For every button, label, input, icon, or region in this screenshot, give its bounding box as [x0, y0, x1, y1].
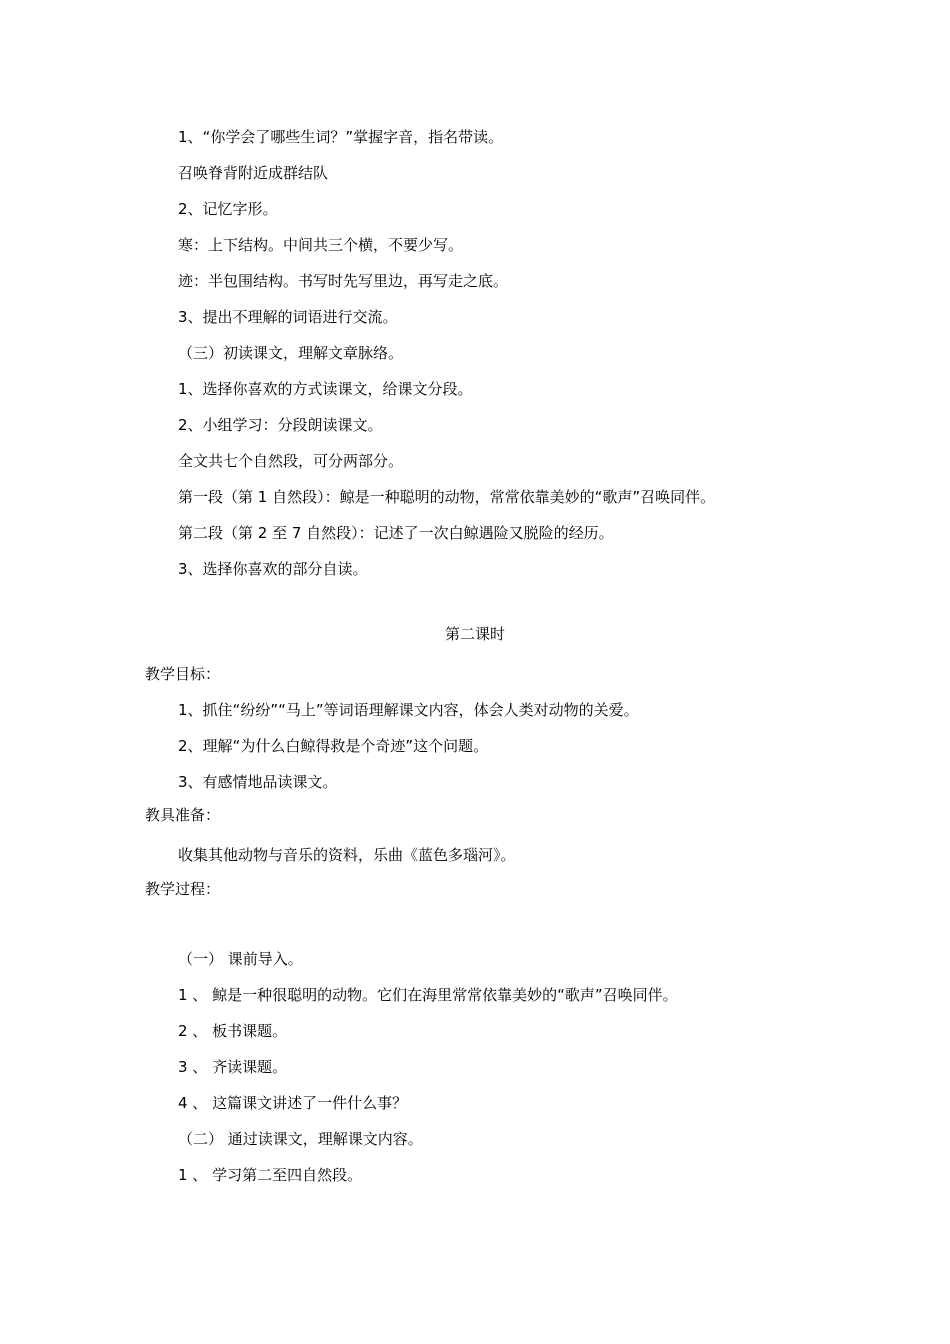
goals-heading: 教学目标： — [145, 665, 221, 683]
goal-1: 1、抓住“纷纷”“马上”等词语理解课文内容，体会人类对动物的关爱。 — [178, 701, 639, 719]
vocab-words: 召唤脊背附近成群结队 — [178, 164, 329, 182]
part-one-summary: 第一段（第 1 自然段）：鲸是一种聪明的动物，常常依靠美妙的“歌声”召唤同伴。 — [178, 488, 716, 506]
vocab-question: 1、“你学会了哪些生词？”掌握字音，指名带读。 — [178, 128, 504, 146]
read-and-divide: 1、选择你喜欢的方式读课文，给课文分段。 — [178, 380, 473, 398]
char-han-note: 寒：上下结构。中间共三个横，不要少写。 — [178, 236, 464, 254]
goal-3: 3、有感情地品读课文。 — [178, 773, 338, 791]
part-two-summary: 第二段（第 2 至 7 自然段）：记述了一次白鲸遇险又脱险的经历。 — [178, 524, 614, 542]
section-three-heading: （三）初读课文，理解文章脉络。 — [178, 344, 404, 362]
memorize-heading: 2、记忆字形。 — [178, 200, 278, 218]
prep-text: 收集其他动物与音乐的资料，乐曲《蓝色多瑙河》。 — [178, 846, 516, 864]
process-step-reading: （二） 通过读课文，理解课文内容。 — [178, 1130, 423, 1148]
discuss-words: 3、提出不理解的词语进行交流。 — [178, 308, 398, 326]
self-read: 3、选择你喜欢的部分自读。 — [178, 560, 368, 578]
goal-2: 2、理解“为什么白鲸得救是个奇迹”这个问题。 — [178, 737, 489, 755]
process-step-intro: （一） 课前导入。 — [178, 950, 303, 968]
lesson-two-title: 第二课时 — [444, 625, 505, 643]
process-item-4: 4 、 这篇课文讲述了一件什么事？ — [178, 1094, 408, 1112]
char-ji-note: 迹：半包围结构。书写时先写里边，再写走之底。 — [178, 272, 509, 290]
process-item-3: 3 、 齐读课题。 — [178, 1058, 288, 1076]
process-heading: 教学过程： — [145, 880, 221, 898]
paragraph-summary: 全文共七个自然段，可分两部分。 — [178, 452, 404, 470]
process-item-5: 1 、 学习第二至四自然段。 — [178, 1166, 363, 1184]
prep-heading: 教具准备： — [145, 806, 221, 824]
process-item-1: 1 、 鲸是一种很聪明的动物。它们在海里常常依靠美妙的“歌声”召唤同伴。 — [178, 986, 678, 1004]
group-study: 2、小组学习：分段朗读课文。 — [178, 416, 383, 434]
process-item-2: 2 、 板书课题。 — [178, 1022, 288, 1040]
